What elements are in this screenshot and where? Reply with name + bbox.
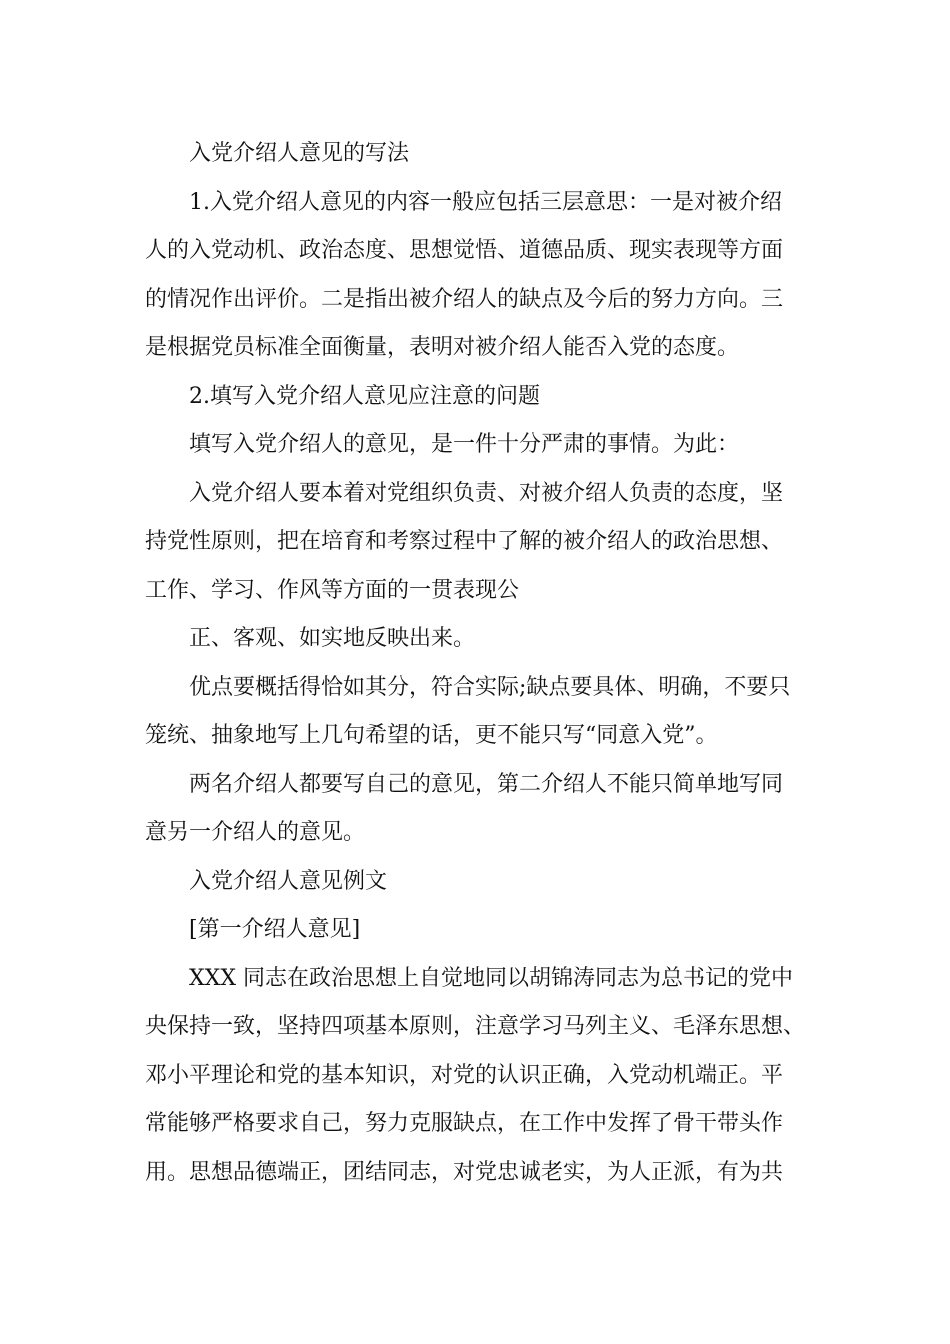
paragraph-1-line-4: 是根据党员标准全面衡量，表明对被介绍人能否入党的态度。 [145,335,740,360]
paragraph-6 [145,761,815,858]
paragraph-6-line-1: 两名介绍人都要写自己的意见，第二介绍人不能只简单地写同 [189,771,784,797]
section-title: 入党介绍人意见的写法 [189,141,410,166]
paragraph-7-line-5: 用。思想品德端正，团结同志，对党忠诚老实，为人正派，有为共 [145,1159,784,1185]
paragraph-6-line-2: 意另一介绍人的意见。 [145,820,366,845]
example-label: [第一介绍人意见] [189,917,361,942]
paragraph-7-line-1: XXX 同志在政治思想上自觉地同以胡锦涛同志为总书记的党中 [189,965,793,991]
paragraph-1-line-2: 人的入党动机、政治态度、思想觉悟、道德品质、现实表现等方面 [145,238,784,263]
paragraph-3-line-3: 工作、学习、作风等方面的一贯表现公 [145,577,520,603]
example-title: 入党介绍人意见例文 [189,868,388,894]
paragraph-7-line-4: 常能够严格要求自己，努力克服缺点，在工作中发挥了骨干带头作 [145,1111,784,1136]
paragraph-2: 填写入党介绍人的意见，是一件十分严肃的事情。为此： [189,432,740,457]
paragraph-3 [145,470,815,616]
paragraph-5-line-2: 笼统、抽象地写上几句希望的话，更不能只写“同意入党”。 [145,723,718,748]
paragraph-3-line-2: 持党性原则，把在培育和考察过程中了解的被介绍人的政治思想、 [145,529,784,554]
paragraph-5-line-1: 优点要概括得恰如其分，符合实际;缺点要具体、明确，不要只 [189,674,791,700]
paragraph-3-line-1: 入党介绍人要本着对党组织负责、对被介绍人负责的态度，坚 [189,480,784,506]
paragraph-1-line-3: 的情况作出评价。二是指出被介绍人的缺点及今后的努力方向。三 [145,286,784,312]
section-heading-2: 2.填写入党介绍人意见应注意的问题 [189,383,540,409]
paragraph-7 [145,955,815,1198]
paragraph-1 [145,179,815,373]
paragraph-5 [145,664,815,761]
paragraph-7-line-2: 央保持一致，坚持四项基本原则，注意学习马列主义、毛泽东思想、 [145,1014,806,1039]
document-page [145,130,815,1197]
paragraph-1-line-1: 1.入党介绍人意见的内容一般应包括三层意思：一是对被介绍 [189,189,782,215]
paragraph-7-line-3: 邓小平理论和党的基本知识，对党的认识正确，入党动机端正。平 [145,1062,784,1088]
paragraph-4: 正、客观、如实地反映出来。 [189,626,476,651]
